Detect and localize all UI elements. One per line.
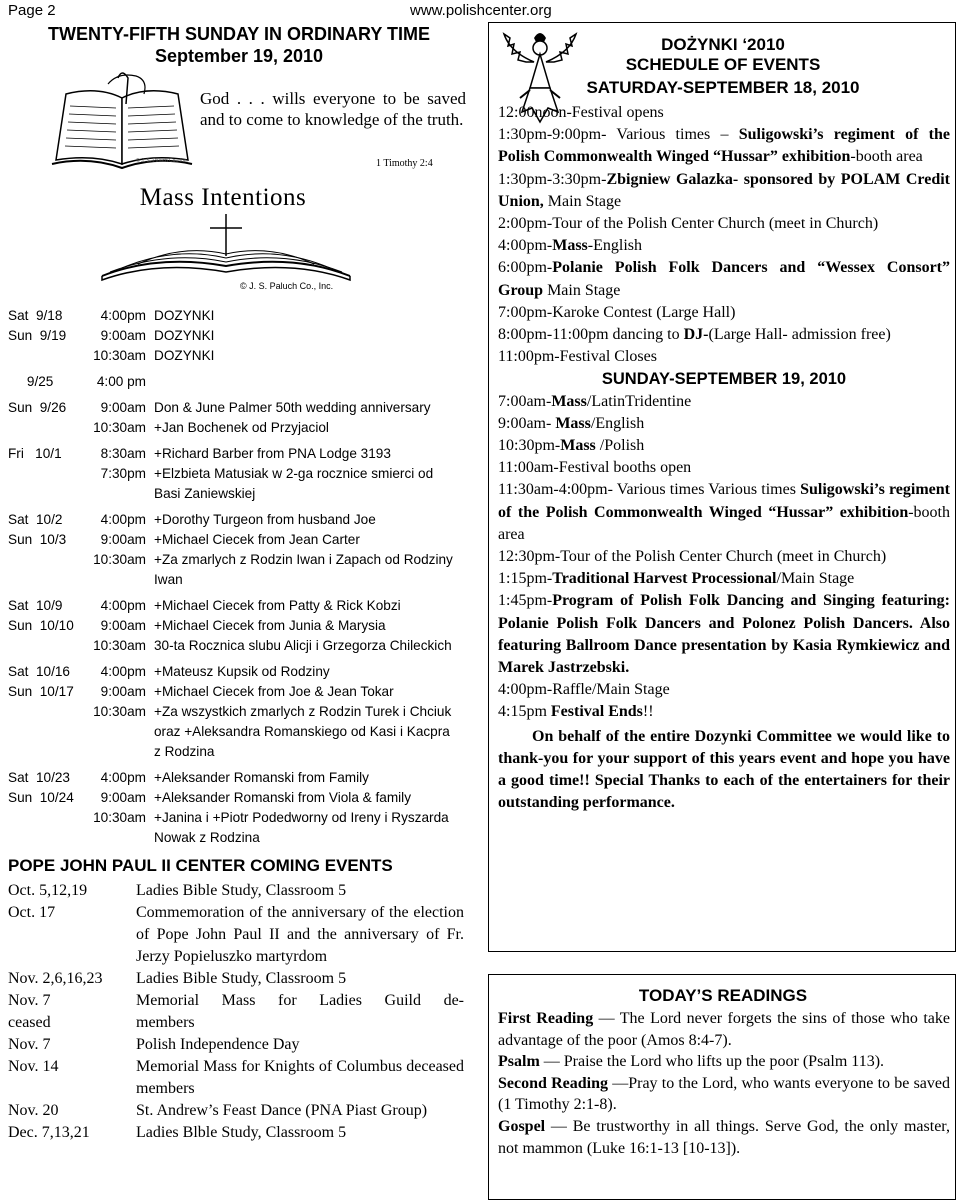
item-text-after: /Main Stage bbox=[776, 570, 855, 588]
event-text: members bbox=[136, 1014, 195, 1031]
schedule-time: 10:30am bbox=[93, 348, 146, 363]
reading-label: Psalm bbox=[498, 1053, 540, 1071]
item-highlight: Suligowski’s regiment of the Polish Commonwealth Winged “Hussar” exhibition bbox=[498, 481, 950, 521]
schedule-intention: Don & June Palmer 50th wedding anniversary bbox=[154, 400, 431, 415]
item-text-after: /Polish bbox=[595, 437, 645, 455]
schedule-item bbox=[498, 413, 950, 435]
schedule-item bbox=[498, 479, 950, 546]
schedule-day: Sun 9/19 bbox=[8, 328, 67, 343]
reading-text: — Praise the Lord who lifts up the poor (Psalm 113). bbox=[539, 1053, 885, 1071]
reading-item bbox=[498, 1073, 950, 1116]
schedule-day: 9/25 bbox=[8, 374, 54, 389]
schedule-intention: 30-ta Rocznica slubu Alicji i Grzegorza Chileckich bbox=[154, 638, 452, 653]
item-text: 11:30am-4:00pm- Various times Various times bbox=[498, 481, 801, 499]
schedule-row bbox=[8, 636, 470, 656]
item-text-after: /LatinTridentine bbox=[586, 392, 692, 410]
schedule-day: Sun 10/17 bbox=[8, 684, 74, 699]
item-text: 7:00am- bbox=[498, 392, 552, 410]
reading-item bbox=[498, 1051, 950, 1073]
item-highlight: Mass bbox=[560, 437, 596, 455]
event-row bbox=[8, 1122, 464, 1144]
event-text: Memorial Mass for Ladies Guild de- bbox=[136, 992, 464, 1009]
item-highlight: Mass bbox=[555, 414, 591, 432]
schedule-time: 4:00pm bbox=[100, 308, 146, 323]
item-text-after: Main Stage bbox=[543, 192, 622, 210]
schedule-intention: +Mateusz Kupsik od Rodziny bbox=[154, 664, 330, 679]
item-text-after: -booth area bbox=[498, 503, 950, 543]
saturday-heading: SATURDAY-SEPTEMBER 18, 2010 bbox=[586, 78, 860, 97]
event-row bbox=[8, 990, 464, 1012]
schedule-item bbox=[498, 391, 950, 413]
closing-message: On behalf of the entire Dozynki Committee we would like to thank-you for your support of this years event and hope you have a good time!! Special Thanks to each of the entertainers for their outstanding performance. bbox=[498, 727, 950, 812]
schedule-intention: +Aleksander Romanski from Family bbox=[154, 770, 369, 785]
item-text: 1:15pm- bbox=[498, 570, 553, 588]
dozynki-subtitle: SCHEDULE OF EVENTS bbox=[625, 55, 821, 74]
cross-book-icon bbox=[98, 214, 354, 284]
events-list bbox=[8, 880, 464, 1144]
event-date: Nov. 2,6,16,23 bbox=[8, 970, 103, 987]
scripture-quote: God . . . wills everyone to be saved and to come to knowledge of the truth. bbox=[200, 89, 466, 129]
schedule-time: 8:30am bbox=[100, 446, 146, 461]
event-row bbox=[8, 1012, 464, 1034]
event-row bbox=[8, 1100, 464, 1122]
item-text: 6:00pm- bbox=[498, 259, 553, 277]
schedule-intention: +Dorothy Turgeon from husband Joe bbox=[154, 512, 376, 527]
schedule-time: 9:00am bbox=[100, 328, 146, 343]
mass-schedule bbox=[8, 306, 470, 848]
item-text: 1:30pm-3:30pm- bbox=[498, 170, 607, 188]
schedule-day: Sat 10/2 bbox=[8, 512, 63, 527]
item-text-after: /English bbox=[590, 414, 645, 432]
schedule-intention: +Michael Ciecek from Junia & Marysia bbox=[154, 618, 386, 633]
event-text: Ladies Blble Study, Classroom 5 bbox=[136, 1124, 347, 1141]
item-text: 4:00pm-Raffle/Main Stage bbox=[498, 681, 670, 699]
event-date: Oct. 5,12,19 bbox=[8, 882, 88, 899]
event-date: ceased bbox=[8, 1014, 51, 1031]
reading-item bbox=[498, 1116, 950, 1159]
schedule-day: Sun 10/24 bbox=[8, 790, 74, 805]
schedule-row bbox=[8, 616, 470, 636]
schedule-item bbox=[498, 124, 950, 168]
schedule-time: 10:30am bbox=[93, 638, 146, 653]
schedule-day: Sun 9/26 bbox=[8, 400, 67, 415]
event-row bbox=[8, 880, 464, 902]
sunday-date: September 19, 2010 bbox=[154, 46, 324, 66]
reading-label: Second Reading bbox=[498, 1074, 609, 1092]
schedule-item bbox=[498, 701, 950, 723]
schedule-row bbox=[8, 768, 470, 788]
item-highlight: Festival Ends bbox=[550, 703, 643, 721]
event-text: St. Andrew’s Feast Dance (PNA Piast Group) bbox=[136, 1102, 428, 1119]
item-highlight: Mass bbox=[552, 237, 588, 255]
schedule-time: 10:30am bbox=[93, 810, 146, 825]
item-highlight: Suligowski’s regiment of the Polish Commonwealth Winged “Hussar” exhibition bbox=[498, 126, 950, 166]
schedule-item bbox=[498, 590, 950, 679]
quote-citation: 1 Timothy 2:4 bbox=[376, 158, 433, 169]
mass-intentions-title: Mass Intentions bbox=[139, 184, 307, 211]
item-text: 1:30pm-9:00pm- Various times – bbox=[498, 126, 739, 144]
reading-label: First Reading bbox=[498, 1010, 594, 1027]
schedule-day: Sun 10/3 bbox=[8, 532, 67, 547]
schedule-day: Sat 10/23 bbox=[8, 770, 70, 785]
schedule-row bbox=[8, 306, 470, 326]
schedule-row bbox=[8, 510, 470, 530]
schedule-intention: +Aleksander Romanski from Viola & family bbox=[154, 790, 412, 805]
item-text: 1:45pm- bbox=[498, 592, 553, 610]
schedule-intention: +Za zmarlych z Rodzin Iwan i Zapach od Rodziny Iwan bbox=[154, 552, 453, 587]
schedule-row bbox=[8, 444, 470, 464]
dozynki-schedule bbox=[498, 102, 950, 815]
schedule-time: 4:00pm bbox=[100, 598, 146, 613]
schedule-row bbox=[8, 464, 470, 504]
schedule-item bbox=[498, 346, 950, 368]
event-text: Polish Independence Day bbox=[136, 1036, 300, 1053]
schedule-intention: DOZYNKI bbox=[154, 348, 215, 363]
event-date: Nov. 7 bbox=[8, 1036, 51, 1053]
schedule-intention: +Za wszystkich zmarlych z Rodzin Turek i Chciuk oraz +Aleksandra Romanskiego od Kasi i Kacpra z Rodzina bbox=[154, 704, 452, 759]
schedule-item bbox=[498, 435, 950, 457]
schedule-item bbox=[498, 235, 950, 257]
schedule-time: 9:00am bbox=[100, 532, 146, 547]
readings-list bbox=[498, 1008, 950, 1159]
schedule-time: 9:00am bbox=[100, 684, 146, 699]
item-text-after: (Large Hall- admission free) bbox=[708, 326, 891, 344]
schedule-row bbox=[8, 530, 470, 550]
schedule-time: 9:00am bbox=[100, 400, 146, 415]
item-text-after: Main Stage bbox=[543, 281, 621, 299]
schedule-item bbox=[498, 213, 950, 235]
schedule-item bbox=[498, 302, 950, 324]
schedule-row bbox=[8, 662, 470, 682]
schedule-time: 4:00pm bbox=[100, 664, 146, 679]
schedule-day: Fri 10/1 bbox=[8, 446, 62, 461]
page-number: Page 2 bbox=[8, 2, 56, 19]
event-date: Nov. 20 bbox=[8, 1102, 59, 1119]
event-row bbox=[8, 902, 464, 968]
event-text: Memorial Mass for Knights of Columbus deceased members bbox=[136, 1058, 464, 1097]
reading-text: — The Lord never forgets the sins of those who take advantage of the poor (Amos 8:4-7). bbox=[498, 1010, 950, 1049]
reading-item bbox=[498, 1008, 950, 1051]
schedule-intention: +Michael Ciecek from Jean Carter bbox=[154, 532, 360, 547]
schedule-row bbox=[8, 398, 470, 418]
schedule-item bbox=[498, 568, 950, 590]
mass-intentions-copyright: © J. S. Paluch Co., Inc. bbox=[240, 281, 334, 291]
item-text-after: -English bbox=[587, 237, 642, 255]
schedule-intention: +Elzbieta Matusiak w 2-ga rocznice smierci od Basi Zaniewskiej bbox=[154, 466, 434, 501]
schedule-item bbox=[498, 546, 950, 568]
schedule-item bbox=[498, 169, 950, 213]
sunday-title: TWENTY-FIFTH SUNDAY IN ORDINARY TIME bbox=[47, 24, 431, 44]
schedule-intention: +Michael Ciecek from Patty & Rick Kobzi bbox=[154, 598, 401, 613]
saturday-events bbox=[498, 102, 950, 368]
schedule-time: 9:00am bbox=[100, 790, 146, 805]
reading-text: —Pray to the Lord, who wants everyone to be saved (1 Timothy 2:1-8). bbox=[498, 1074, 951, 1114]
schedule-time: 10:30am bbox=[93, 704, 146, 719]
event-text: Ladies Bible Study, Classroom 5 bbox=[136, 970, 347, 987]
item-text: 10:30pm- bbox=[498, 437, 561, 455]
schedule-item bbox=[498, 324, 950, 346]
schedule-intention: DOZYNKI bbox=[154, 328, 215, 343]
schedule-time: 7:30pm bbox=[100, 466, 146, 481]
item-highlight: DJ- bbox=[683, 326, 709, 344]
schedule-intention: +Richard Barber from PNA Lodge 3193 bbox=[154, 446, 391, 461]
schedule-intention: +Janina i +Piotr Podedworny od Ireny i Ryszarda Nowak z Rodzina bbox=[154, 810, 449, 845]
reading-text: — Be trustworthy in all things. Serve God, the only master, not mammon (Luke 16:1-13 [10-13]). bbox=[498, 1117, 950, 1157]
schedule-time: 10:30am bbox=[93, 552, 146, 567]
schedule-time: 4:00 pm bbox=[96, 374, 146, 389]
dozynki-title: DOŻYNKI ‘2010 bbox=[661, 35, 785, 54]
item-text: 12:00noon-Festival opens bbox=[498, 104, 664, 121]
bible-copyright: © J. S. Paluch Co., Inc. bbox=[136, 158, 188, 164]
event-text: Ladies Bible Study, Classroom 5 bbox=[136, 882, 347, 899]
reading-label: Gospel bbox=[498, 1117, 546, 1135]
event-date: Nov. 14 bbox=[8, 1058, 59, 1075]
schedule-row bbox=[8, 788, 470, 808]
schedule-time: 4:00pm bbox=[100, 512, 146, 527]
events-title: POPE JOHN PAUL II CENTER COMING EVENTS bbox=[8, 856, 393, 875]
schedule-row bbox=[8, 702, 470, 762]
schedule-row bbox=[8, 808, 470, 848]
item-highlight: Traditional Harvest Processional bbox=[552, 570, 777, 588]
schedule-intention: +Jan Bochenek od Przyjaciol bbox=[154, 420, 329, 435]
event-date: Nov. 7 bbox=[8, 992, 51, 1009]
schedule-row bbox=[8, 682, 470, 702]
item-highlight: Program of Polish Folk Dancing and Singing featuring: Polanie Polish Folk Dancers and Polonez Polish Dancers. Also featuring Ballroom Dance presentation by Kasia Rymkiewicz and Marek Jastrzebski. bbox=[498, 592, 950, 677]
schedule-item bbox=[498, 102, 950, 124]
item-text: 2:00pm-Tour of the Polish Center Church (meet in Church) bbox=[498, 215, 879, 233]
event-date: Dec. 7,13,21 bbox=[8, 1124, 90, 1141]
schedule-day: Sun 10/10 bbox=[8, 618, 74, 633]
readings-title: TODAY’S READINGS bbox=[638, 986, 808, 1005]
event-date: Oct. 17 bbox=[8, 904, 56, 921]
schedule-day: Sat 10/9 bbox=[8, 598, 63, 613]
item-text: 12:30pm-Tour of the Polish Center Church (meet in Church) bbox=[498, 548, 887, 566]
schedule-row bbox=[8, 596, 470, 616]
schedule-day: Sat 10/16 bbox=[8, 664, 70, 679]
schedule-row bbox=[8, 418, 470, 438]
item-text: 8:00pm-11:00pm dancing to bbox=[498, 326, 684, 344]
schedule-row bbox=[8, 550, 470, 590]
event-row bbox=[8, 968, 464, 990]
sunday-events bbox=[498, 391, 950, 724]
item-text-after: !! bbox=[642, 703, 654, 721]
item-text: 7:00pm-Karoke Contest (Large Hall) bbox=[498, 303, 736, 321]
event-row bbox=[8, 1034, 464, 1056]
event-text: Commemoration of the anniversary of the election of Pope John Paul II and the anniversary of Fr. Jerzy Popieluszko martyrdom bbox=[136, 904, 464, 965]
schedule-time: 10:30am bbox=[93, 420, 146, 435]
schedule-row bbox=[8, 372, 470, 392]
item-highlight: Polanie Polish Folk Dancers and “Wessex Consort” Group bbox=[498, 259, 950, 299]
item-text: 4:15pm bbox=[498, 703, 551, 721]
event-row bbox=[8, 1056, 464, 1100]
item-highlight: Mass bbox=[551, 392, 587, 410]
schedule-row bbox=[8, 346, 470, 366]
item-text: 11:00am-Festival booths open bbox=[498, 459, 692, 477]
schedule-time: 4:00pm bbox=[100, 770, 146, 785]
item-highlight: Zbigniew Galazka- sponsored by POLAM Credit Union, bbox=[498, 170, 950, 210]
website-link[interactable]: www.polishcenter.org bbox=[410, 2, 552, 19]
schedule-time: 9:00am bbox=[100, 618, 146, 633]
item-text: 9:00am- bbox=[498, 414, 556, 432]
sunday-heading: SUNDAY-SEPTEMBER 19, 2010 bbox=[601, 370, 847, 389]
item-text: 11:00pm-Festival Closes bbox=[498, 348, 657, 366]
schedule-intention: +Michael Ciecek from Joe & Jean Tokar bbox=[154, 684, 394, 699]
item-text-after: -booth area bbox=[850, 148, 923, 166]
schedule-intention: DOZYNKI bbox=[154, 308, 215, 323]
item-text: 4:00pm- bbox=[498, 237, 553, 255]
schedule-day: Sat 9/18 bbox=[8, 308, 63, 323]
schedule-item bbox=[498, 457, 950, 479]
schedule-item bbox=[498, 679, 950, 701]
schedule-item bbox=[498, 257, 950, 301]
schedule-row bbox=[8, 326, 470, 346]
